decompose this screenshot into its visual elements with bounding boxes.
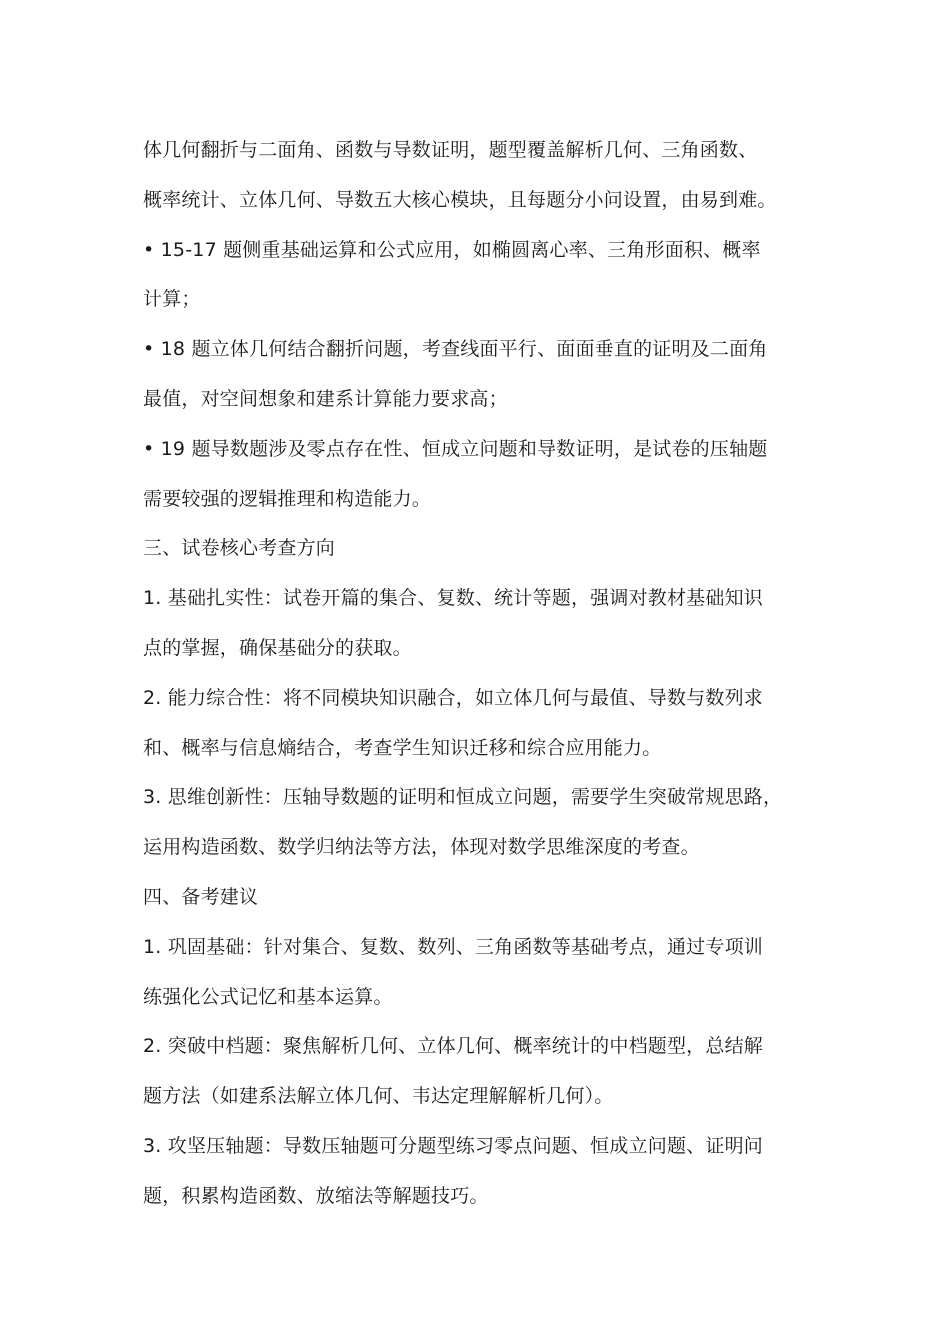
text-line: 体几何翻折与二面角、函数与导数证明，题型覆盖解析几何、三角函数、 <box>143 139 758 161</box>
text-line: 最值，对空间想象和建系计算能力要求高； <box>143 387 508 410</box>
document-body <box>143 126 823 1222</box>
text-line: 点的掌握，确保基础分的获取。 <box>143 636 412 659</box>
bullet-item: • 18 题立体几何结合翻折问题，考查线面平行、面面垂直的证明及二面角 <box>143 338 768 361</box>
text-line: 运用构造函数、数学归纳法等方法，体现对数学思维深度的考查。 <box>143 836 700 859</box>
numbered-item: 2. 能力综合性：将不同模块知识融合，如立体几何与最值、导数与数列求 <box>143 686 763 709</box>
numbered-item: 2. 突破中档题：聚焦解析几何、立体几何、概率统计的中档题型，总结解 <box>143 1035 763 1058</box>
numbered-item: 1. 巩固基础：针对集合、复数、数列、三角函数等基础考点，通过专项训 <box>143 935 763 958</box>
bullet-item: • 19 题导数题涉及零点存在性、恒成立问题和导数证明，是试卷的压轴题 <box>143 437 768 460</box>
section-heading: 三、试卷核心考查方向 <box>143 537 336 560</box>
text-line: 概率统计、立体几何、导数五大核心模块，且每题分小问设置，由易到难。 <box>143 188 777 211</box>
section-heading: 四、备考建议 <box>143 885 259 908</box>
text-line: 题方法（如建系法解立体几何、韦达定理解解析几何）。 <box>143 1085 614 1108</box>
text-line: 需要较强的逻辑推理和构造能力。 <box>143 487 432 510</box>
numbered-item: 3. 思维创新性：压轴导数题的证明和恒成立问题，需要学生突破常规思路， <box>143 786 783 809</box>
numbered-item: 3. 攻坚压轴题：导数压轴题可分题型练习零点问题、恒成立问题、证明问 <box>143 1134 763 1157</box>
text-line: 和、概率与信息熵结合，考查学生知识迁移和综合应用能力。 <box>143 736 662 759</box>
text-line: 题，积累构造函数、放缩法等解题技巧。 <box>143 1184 489 1207</box>
text-line: 计算； <box>143 288 201 311</box>
text-line: 练强化公式记忆和基本运算。 <box>143 985 393 1008</box>
numbered-item: 1. 基础扎实性：试卷开篇的集合、复数、统计等题，强调对教材基础知识 <box>143 587 763 610</box>
bullet-item: • 15-17 题侧重基础运算和公式应用，如椭圆离心率、三角形面积、概率 <box>143 238 761 261</box>
